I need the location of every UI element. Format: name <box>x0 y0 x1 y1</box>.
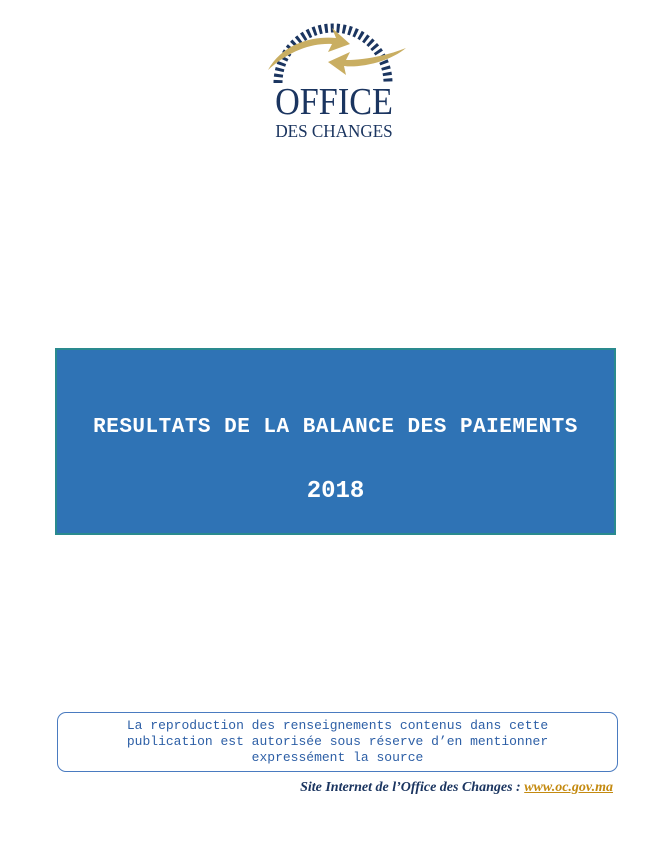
cover-year: 2018 <box>306 478 365 505</box>
notice-line-3: expressément la source <box>251 750 424 765</box>
website-label: Site Internet de l’Office des Changes : <box>300 780 521 795</box>
website-line <box>300 780 613 796</box>
reproduction-notice-text <box>88 718 588 766</box>
logo-text-office: OFFICE <box>275 81 393 123</box>
logo-text-des-changes: DES CHANGES <box>275 121 393 141</box>
notice-line-1: La reproduction des renseignements contenus dans cette <box>126 718 549 733</box>
logo-emblem-icon <box>258 8 408 88</box>
cover-title-box <box>55 348 616 535</box>
cover-title: RESULTATS DE LA BALANCE DES PAIEMENTS <box>93 416 578 439</box>
notice-line-2: publication est autorisée sous réserve d’en mentionner <box>126 734 549 749</box>
office-des-changes-logo <box>258 8 408 141</box>
reproduction-notice-box <box>57 712 618 772</box>
website-link[interactable]: www.oc.gov.ma <box>524 780 613 795</box>
